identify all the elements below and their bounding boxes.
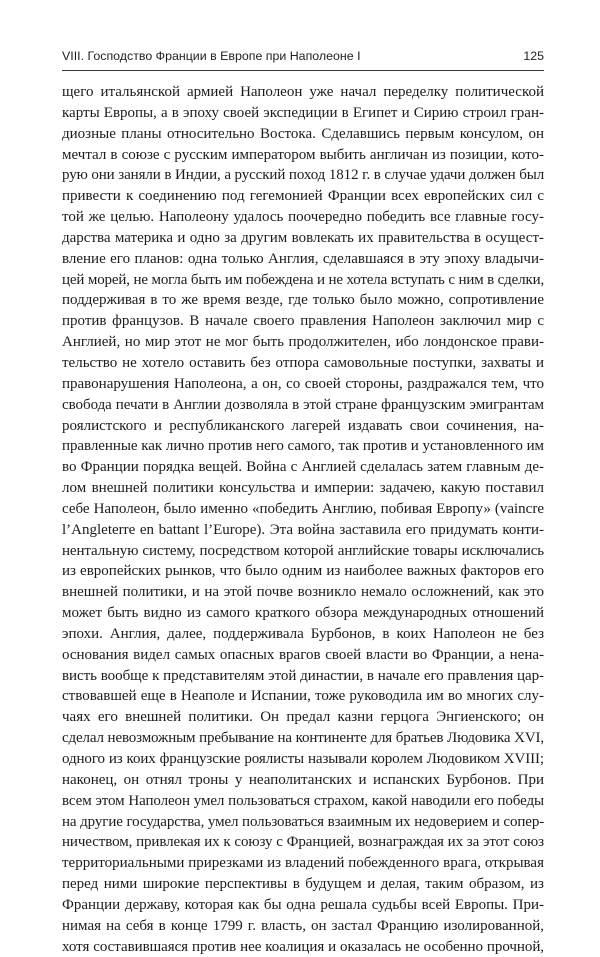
text-line: поддерживая в то же время везде, где только было можно, сопротивление: [62, 292, 544, 309]
text-line: ствовавшей еще в Неаполе и Испании, тоже руководила им во многих слу-: [62, 688, 544, 705]
header-rule: [62, 70, 544, 71]
text-line: из европейских рынков, что было одним из наиболее важных факторов его: [62, 563, 544, 580]
text-line: дарства материка и одно за другим вовлекать их правительства в осущест-: [62, 229, 544, 246]
text-line: может быть видно из самого краткого обзора международных отношений: [62, 605, 544, 622]
running-header: [62, 49, 544, 67]
text-line: висть вообще к представителям этой династии, в начале его правления цар-: [62, 667, 544, 684]
text-line: всем этом Наполеон умел пользоваться страхом, какой наводили его победы: [62, 792, 544, 809]
text-line: правонарушения Наполеона, а он, со своей стороны, раздражался тем, что: [62, 375, 544, 392]
text-line: внешней политики, и на этой почве возникло немало осложнений, как это: [62, 584, 544, 601]
text-line: правленные как лично против него самого, так против и установленного им: [62, 438, 544, 455]
text-line: роялистского и республиканского лагерей издавать свои сочинения, на-: [62, 417, 544, 434]
body-text: [62, 82, 544, 957]
text-line: диозные планы относительно Востока. Сделавшись первым консулом, он: [62, 125, 544, 142]
text-line: территориальными прирезками из владений побежденного врага, открывая: [62, 855, 544, 872]
text-line: той же целью. Наполеону удалось поочередно победить все главные госу-: [62, 209, 544, 226]
text-line: карты Европы, а в эпоху своей экспедиции в Египет и Сирию строил гран-: [62, 104, 544, 121]
text-line: ничеством, привлекая их к союзу с Францией, вознаграждая их за этот союз: [62, 834, 544, 851]
text-line: Англией, но мир этот не мог быть продолжителен, ибо лондонское прави-: [62, 334, 544, 351]
page-number: 125: [523, 49, 544, 63]
text-line: Франции державу, которая как бы одна решала судьбы всей Европы. При-: [62, 896, 544, 913]
text-line: свобода печати в Англии дозволяла в этой стране французским эмигрантам: [62, 396, 544, 413]
text-line: наконец, он отнял троны у неаполитанских и испанских Бурбонов. При: [62, 771, 544, 788]
text-line: вление его планов: одна только Англия, сделавшаяся в эту эпоху владычи-: [62, 250, 544, 267]
text-line: на другие государства, умел пользоваться взаимным их недоверием и сопер-: [62, 813, 544, 830]
text-line: лом внешней политики консульства и империи: задачею, какую поставил: [62, 480, 544, 497]
text-line: мечтал в союзе с русским императором выбить англичан из позиции, кото-: [62, 146, 544, 163]
text-line: тельство не хотело оставить без отпора самовольные поступки, захваты и: [62, 354, 544, 371]
text-line: перед ними широкие перспективы в будущем и делая, таким образом, из: [62, 876, 544, 893]
text-line: основания видел самых опасных врагов своей власти во Франции, а нена-: [62, 646, 544, 663]
text-line: одного из коих французские роялисты называли королем Людовиком XVIII;: [62, 751, 544, 767]
text-line: во Франции порядка вещей. Война с Англией сделалась затем главным де-: [62, 459, 544, 476]
text-line: хотя составившаяся против нее коалиция и оказалась не особенно прочной,: [62, 938, 544, 955]
text-line: щего итальянской армией Наполеон уже начал переделку политической: [62, 84, 544, 100]
text-line: себе Наполеон, было именно «победить Англию, побивая Европу» (vaincre: [62, 500, 544, 517]
text-line: нентальную систему, посредством которой английские товары исключались: [62, 542, 544, 559]
text-line: чаях его внешней политики. Он предал казни герцога Энгиенского; он: [62, 709, 544, 726]
text-line: нимая на себя в конце 1799 г. власть, он застал Францию изолированной,: [62, 917, 544, 934]
text-line: цей морей, не могла быть им побеждена и не хотела вступать с ним в сделки,: [62, 271, 544, 288]
chapter-title: VIII. Господство Франции в Европе при Наполеоне I: [62, 49, 361, 63]
text-line: против французов. В начале своего правления Наполеон заключил мир с: [62, 313, 544, 330]
text-line: l’Angleterre en battant l’Europe). Эта война заставила его придумать конти-: [62, 521, 544, 538]
text-line: эпохи. Англия, далее, поддерживала Бурбонов, в коих Наполеон не без: [62, 625, 544, 642]
text-line: привести к соединению под гегемонией Франции всех европейских сил с: [62, 188, 544, 205]
text-line: сделал невозможным пребывание на континенте для братьев Людовика XVI,: [62, 730, 544, 747]
text-line: рую они заняли в Индии, а русский поход 1812 г. в случае удачи должен был: [62, 167, 544, 184]
